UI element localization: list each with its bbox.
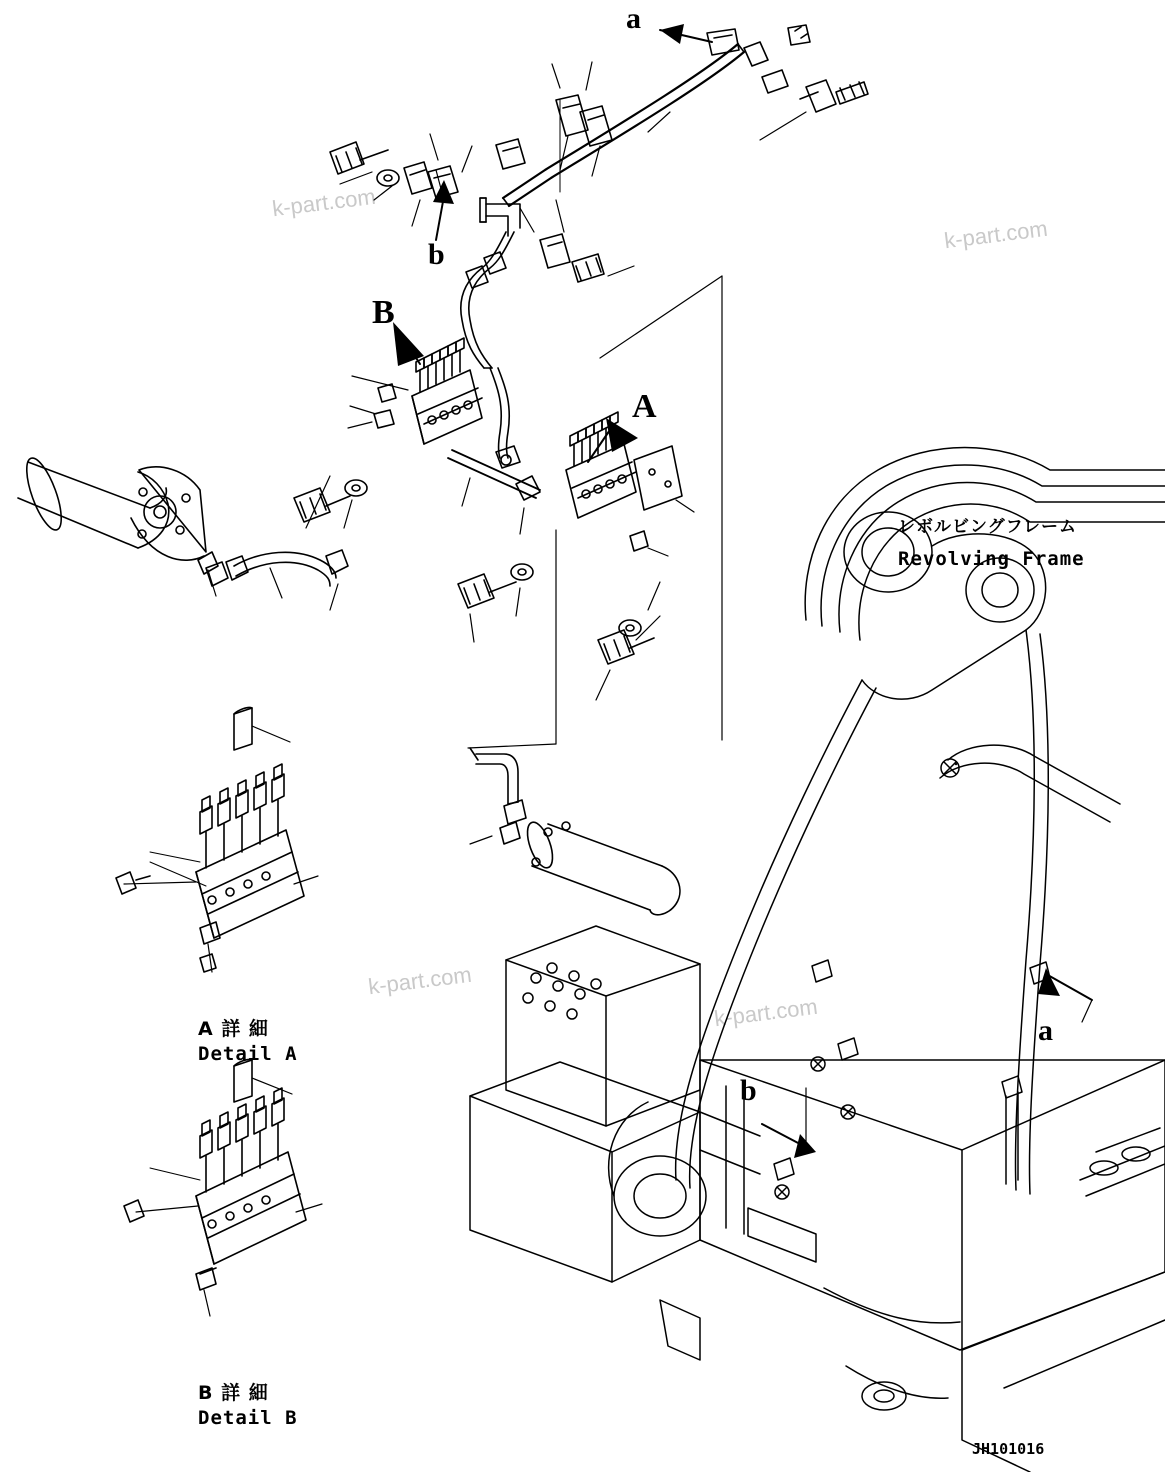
watermark: k-part.com — [712, 993, 819, 1032]
callout-b-lower: b — [740, 1074, 757, 1107]
callout-a-detail: A — [632, 388, 657, 425]
detail-a-label-jp: A 詳 細 — [198, 1018, 269, 1040]
detail-b-label-en: Detail B — [198, 1407, 298, 1429]
revolving-frame-label-en: Revolving Frame — [898, 548, 1085, 570]
document-id: JH101016 — [972, 1440, 1045, 1458]
detail-b-label-jp: B 詳 細 — [198, 1382, 269, 1404]
watermark: k-part.com — [366, 961, 473, 1000]
watermark: k-part.com — [270, 183, 377, 222]
callout-a-right: a — [1038, 1014, 1053, 1047]
callout-b-top: b — [428, 238, 445, 271]
callout-b-detail: B — [372, 294, 395, 331]
watermark: k-part.com — [942, 215, 1049, 254]
revolving-frame-label-jp: レボルビングフレーム — [898, 517, 1077, 537]
detail-a-label-en: Detail A — [198, 1043, 298, 1065]
callout-a-top: a — [626, 2, 641, 35]
